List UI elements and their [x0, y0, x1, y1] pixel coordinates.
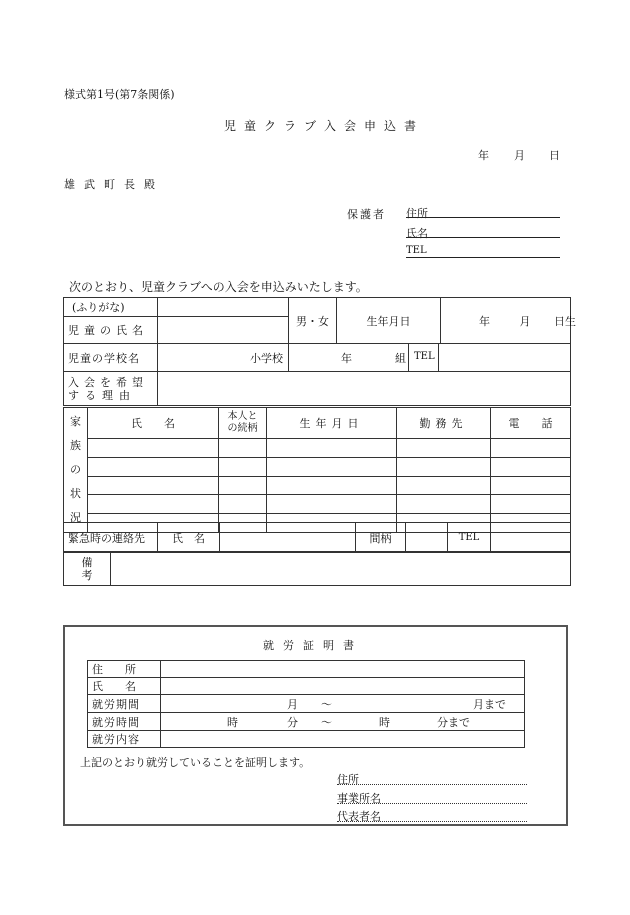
- cert-sign-representative-field[interactable]: [337, 821, 527, 822]
- cert-period-field[interactable]: 月 〜 月まで: [161, 695, 525, 713]
- school-tel-label: TEL: [414, 351, 435, 362]
- school-label: 児童の学校名: [64, 344, 158, 372]
- certificate-statement: 上記のとおり就労していることを証明します。: [80, 756, 311, 769]
- guardian-name-label: 氏名: [406, 227, 428, 240]
- birthdate-field[interactable]: [441, 298, 576, 344]
- emergency-name-field[interactable]: [220, 523, 356, 553]
- cert-hours-label: 就労時間: [88, 713, 161, 731]
- emergency-relation-field[interactable]: [406, 523, 448, 553]
- certificate-title: 就労証明書: [263, 639, 363, 652]
- intro-text: 次のとおり、児童クラブへの入会を申込みいたします。: [69, 280, 368, 294]
- family-row[interactable]: [64, 476, 571, 495]
- cert-name-field[interactable]: [161, 678, 525, 695]
- certificate-table: [87, 660, 525, 748]
- family-table: [63, 407, 571, 533]
- emergency-tel-field[interactable]: [491, 523, 571, 553]
- reason-field[interactable]: [158, 372, 571, 406]
- date-month: 月: [514, 149, 525, 162]
- birthdate-label: 生年月日: [337, 298, 441, 344]
- guardian-name-field[interactable]: [406, 237, 560, 238]
- grade-label: 年: [341, 352, 352, 365]
- reason-label: 入会を希望 する理由: [64, 372, 158, 406]
- guardian-address-label: 住所: [406, 207, 428, 220]
- page-title: 児童クラブ入会申込書: [224, 119, 425, 133]
- emergency-label: 緊急時の連絡先: [64, 523, 158, 553]
- guardian-tel-label: TEL: [406, 245, 427, 256]
- cert-address-label: 住 所: [88, 661, 161, 678]
- remarks-field[interactable]: [111, 552, 571, 586]
- addressee: 雄武町長殿: [64, 178, 164, 191]
- family-header-relation: 本人と の続柄: [219, 408, 267, 439]
- elementary-label: 小学校: [250, 352, 283, 365]
- family-header-workplace: 勤務先: [397, 408, 491, 439]
- family-row[interactable]: [64, 457, 571, 476]
- cert-period-label: 就労期間: [88, 695, 161, 713]
- remarks-table: [63, 551, 571, 586]
- emergency-table: [63, 522, 571, 553]
- cert-sign-address-label: 住所: [337, 773, 359, 786]
- cert-sign-representative-label: 代表者名: [337, 810, 381, 823]
- family-header-name: 氏 名: [88, 408, 219, 439]
- guardian-address-field[interactable]: [406, 217, 560, 218]
- child-name-field[interactable]: [158, 317, 289, 344]
- remarks-label: 備 考: [64, 552, 111, 586]
- cert-work-content-field[interactable]: [161, 731, 525, 748]
- furigana-label: (ふりがな): [64, 298, 158, 317]
- child-name-label: 児童の氏名: [64, 317, 158, 344]
- family-header-phone: 電 話: [491, 408, 571, 439]
- class-label: 組: [395, 352, 406, 365]
- cert-name-label: 氏 名: [88, 678, 161, 695]
- furigana-field[interactable]: [158, 298, 289, 317]
- date-year: 年: [478, 149, 489, 162]
- birth-month-label: 月: [519, 314, 531, 328]
- guardian-tel-field[interactable]: [406, 257, 560, 258]
- form-number: 様式第1号(第7条関係): [64, 88, 175, 101]
- cert-work-content-label: 就労内容: [88, 731, 161, 748]
- cert-sign-company-field[interactable]: [337, 803, 527, 804]
- cert-address-field[interactable]: [161, 661, 525, 678]
- birth-year-label: 年: [479, 314, 490, 328]
- school-row: [158, 344, 571, 372]
- family-label: 家 族 の 状 況: [64, 408, 88, 533]
- family-row[interactable]: [64, 495, 571, 514]
- guardian-label: 保護者: [347, 208, 386, 221]
- emergency-relation-label: 間柄: [356, 523, 406, 553]
- cert-sign-company-label: 事業所名: [337, 792, 381, 805]
- emergency-tel-label: TEL: [448, 523, 491, 553]
- application-table: [63, 297, 576, 406]
- birth-day-label: 日生: [554, 314, 576, 328]
- cert-hours-field[interactable]: 時 分 〜 時 分まで: [161, 713, 525, 731]
- family-row[interactable]: [64, 438, 571, 457]
- family-header-birthdate: 生年月日: [267, 408, 397, 439]
- gender-select[interactable]: 男・女: [289, 298, 337, 344]
- cert-sign-address-field[interactable]: [337, 784, 527, 785]
- emergency-name-label: 氏 名: [158, 523, 220, 553]
- date-day: 日: [549, 149, 560, 162]
